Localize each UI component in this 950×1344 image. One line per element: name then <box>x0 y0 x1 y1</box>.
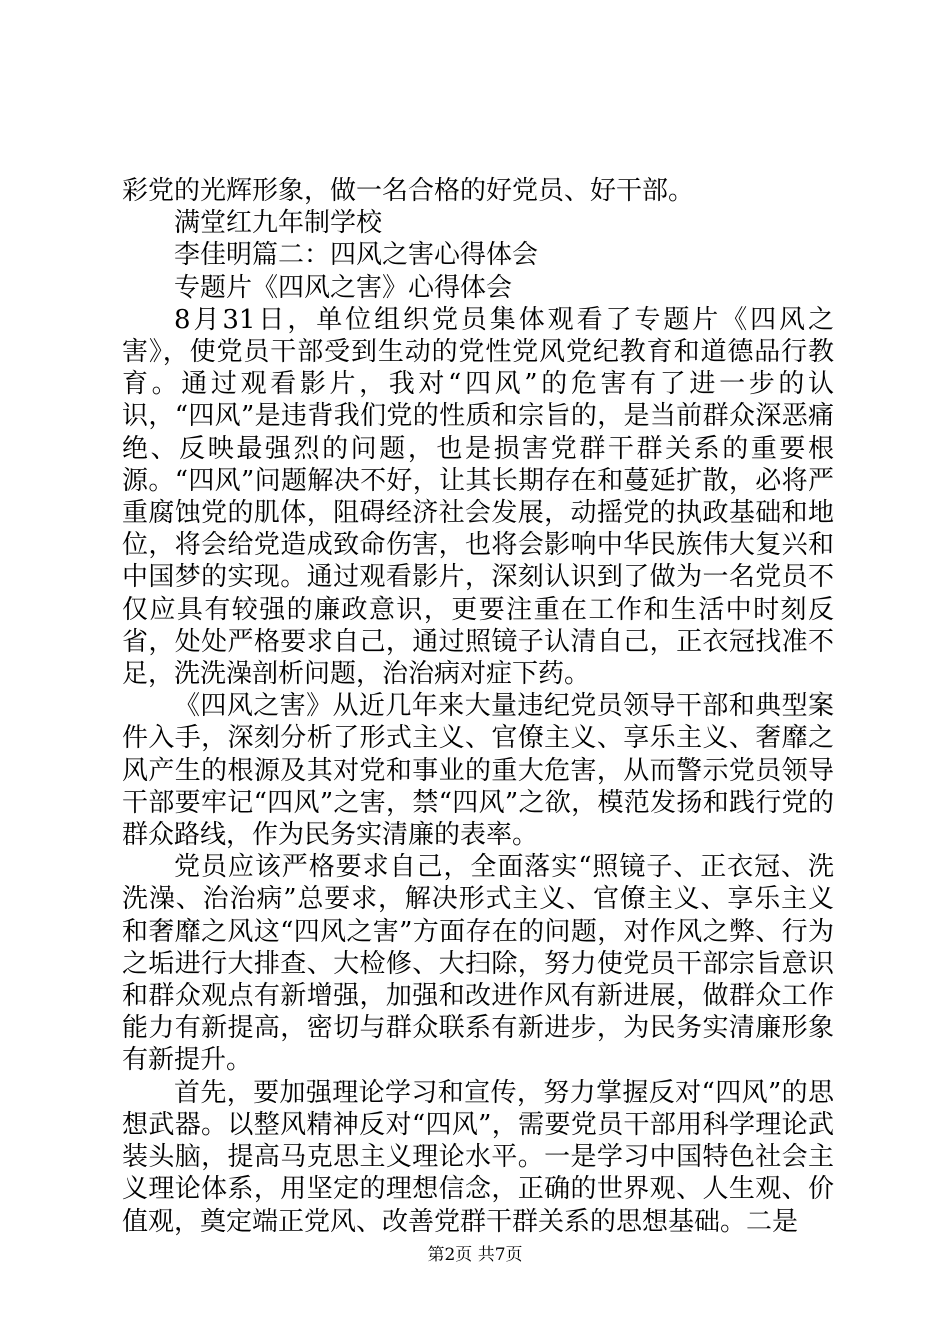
body-paragraph: 首先，要加强理论学习和宣传，努力掌握反对“四风”的思想武器。以整风精神反对“四风”，需要党员干部用科学理论武装头脑，提高马克思主义理论水平。一是学习中国特色社会主义理论体系，用坚定的理想信念，正确的世界观、人生观、价值观，奠定端正党风、改善党群干群关系的思想基础。二是 <box>122 1077 834 1237</box>
body-paragraph: 8月31日，单位组织党员集体观看了专题片《四风之害》，使党员干部受到生动的党性党风党纪教育和道德品行教育。通过观看影片，我对“四风”的危害有了进一步的认识，“四风”是违背我们党的性质和宗旨的，是当前群众深恶痛绝、反映最强烈的问题，也是损害党群干群关系的重要根源。“四风”问题解决不好，让其长期存在和蔓延扩散，必将严重腐蚀党的肌体，阻碍经济社会发展，动摇党的执政基础和地位，将会给党造成致命伤害，也将会影响中华民族伟大复兴和中国梦的实现。通过观看影片，深刻认识到了做为一名党员不仅应具有较强的廉政意识，更要注重在工作和生活中时刻反省，处处严格要求自己，通过照镜子认清自己，正衣冠找准不足，洗洗澡剖析问题，治治病对症下药。 <box>122 304 834 690</box>
author-section-heading: 李佳明篇二：四风之害心得体会 <box>174 240 539 271</box>
article-title: 专题片《四风之害》心得体会 <box>174 272 513 303</box>
body-paragraph: 党员应该严格要求自己，全面落实“照镜子、正衣冠、洗洗澡、治治病”总要求，解决形式主义、官僚主义、享乐主义和奢靡之风这“四风之害”方面存在的问题，对作风之弊、行为之垢进行大排查、大检修、大扫除，努力使党员干部宗旨意识和群众观点有新增强，加强和改进作风有新进展，做群众工作能力有新提高，密切与群众联系有新进步，为民务实清廉形象有新提升。 <box>122 852 834 1076</box>
page-footer <box>0 1240 950 1265</box>
paragraph-continuation: 彩党的光辉形象，做一名合格的好党员、好干部。 <box>122 176 695 206</box>
document-body <box>122 175 834 1238</box>
school-name: 满堂红九年制学校 <box>174 208 383 239</box>
body-paragraph: 《四风之害》从近几年来大量违纪党员领导干部和典型案件入手，深刻分析了形式主义、官僚主义、享乐主义、奢靡之风产生的根源及其对党和事业的重大危害，从而警示党员领导干部要牢记“四风”之害，禁“四风”之欲，模范发扬和践行党的群众路线，作为民务实清廉的表率。 <box>122 691 834 851</box>
page-number: 第2页 共7页 <box>427 1245 523 1265</box>
